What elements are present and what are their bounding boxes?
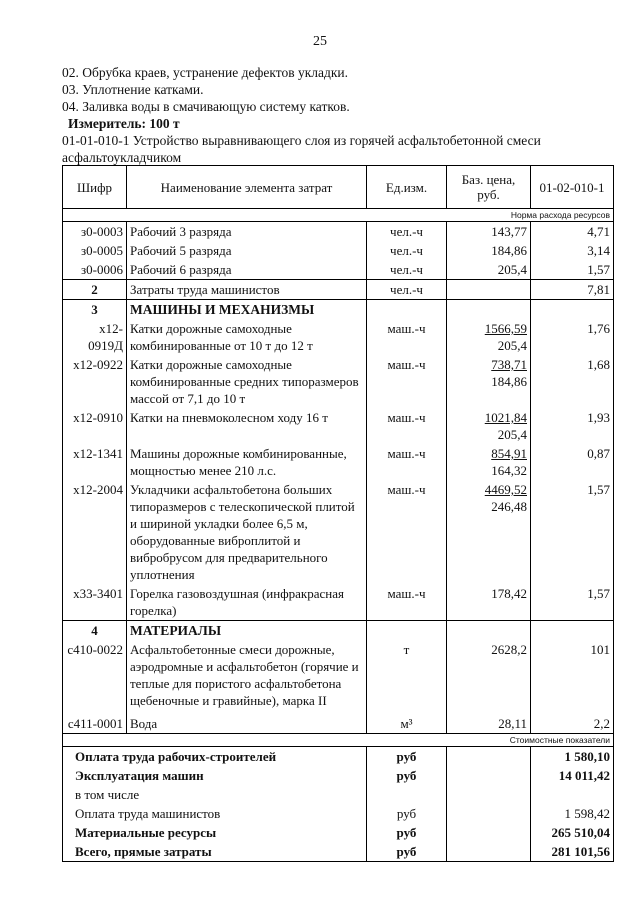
summary-row — [63, 804, 614, 823]
empty-cell — [447, 785, 531, 804]
intro-line: 03. Уплотнение катками. — [62, 82, 204, 97]
table-row — [63, 444, 614, 480]
header-name: Наименование элемента затрат — [127, 166, 367, 209]
table-row — [63, 408, 614, 444]
row-name-line: типоразмеров с телескопической плитой — [130, 499, 355, 514]
empty-cell — [447, 280, 531, 300]
header-price: Баз. цена, руб. — [447, 166, 531, 209]
row-price: 184,86 — [447, 241, 531, 260]
row-name-line: массой от 7,1 до 10 т — [130, 391, 246, 406]
row-name-line: Машины дорожные комбинированные, — [130, 446, 347, 461]
summary-row — [63, 823, 614, 842]
row-name-line: комбинированные средних типоразмеров — [130, 374, 359, 389]
header-code: Шифр — [63, 166, 127, 209]
row-name-line: щебеночные и гравийные), марка II — [130, 693, 327, 708]
table-row — [63, 260, 614, 280]
row-name-line: Укладчики асфальтобетона больших — [130, 482, 333, 497]
section-unit: чел.-ч — [367, 280, 447, 300]
row-name-line: уплотнения — [130, 567, 195, 582]
summary-value: 14 011,42 — [531, 766, 614, 785]
base-price: 1566,59 — [484, 321, 527, 336]
intro-text — [62, 64, 622, 166]
intro-line: 02. Обрубка краев, устранение дефектов укладки. — [62, 65, 349, 80]
row-price — [447, 319, 531, 355]
row-norm: 4,71 — [531, 222, 614, 242]
row-price — [447, 480, 531, 584]
table-row — [63, 222, 614, 242]
empty-cell — [447, 842, 531, 862]
summary-value: 265 510,04 — [531, 823, 614, 842]
row-code: с410-0022 — [63, 640, 127, 710]
row-code: х12-0910 — [63, 408, 127, 444]
row-name — [127, 355, 367, 408]
operator-price: 184,86 — [491, 374, 527, 389]
row-name: Рабочий 6 разряда — [127, 260, 367, 280]
empty-cell — [447, 766, 531, 785]
measure-unit: Измеритель: 100 т — [68, 116, 180, 131]
table-header — [63, 166, 614, 209]
row-price: 2628,2 — [447, 640, 531, 710]
empty-cell — [531, 621, 614, 641]
empty-cell — [367, 621, 447, 641]
summary-value: 1 598,42 — [531, 804, 614, 823]
row-norm: 3,14 — [531, 241, 614, 260]
row-name: Рабочий 3 разряда — [127, 222, 367, 242]
row-price: 143,77 — [447, 222, 531, 242]
row-norm: 1,76 — [531, 319, 614, 355]
summary-value: 1 580,10 — [531, 747, 614, 767]
summary-row — [63, 766, 614, 785]
empty-cell — [531, 300, 614, 320]
section-2-row — [63, 280, 614, 300]
row-price — [447, 444, 531, 480]
section-4-row — [63, 621, 614, 641]
summary-row — [63, 785, 614, 804]
row-norm: 1,57 — [531, 260, 614, 280]
row-code: з0-0003 — [63, 222, 127, 242]
norms-label-row — [63, 209, 614, 222]
row-code: х12-2004 — [63, 480, 127, 584]
summary-name: Оплата труда машинистов — [63, 804, 367, 823]
norms-label: Норма расхода ресурсов — [63, 209, 614, 222]
row-name-line: Катки дорожные самоходные — [130, 357, 292, 372]
row-name-line: теплые для пористого асфальтобетона — [130, 676, 342, 691]
cost-label-row — [63, 734, 614, 747]
row-price: 178,42 — [447, 584, 531, 621]
work-title-line: 01-01-010-1 Устройство выравнивающего слоя из горячей асфальтобетонной смеси — [62, 133, 541, 148]
table-row — [63, 584, 614, 621]
row-unit: маш.-ч — [367, 444, 447, 480]
row-name — [127, 480, 367, 584]
row-name-line: Катки на пневмоколесном ходу 16 т — [130, 410, 328, 425]
table-row — [63, 355, 614, 408]
summary-name: Эксплуатация машин — [63, 766, 367, 785]
row-code: с411-0001 — [63, 710, 127, 734]
table-row — [63, 241, 614, 260]
summary-value: 281 101,56 — [531, 842, 614, 862]
summary-row — [63, 842, 614, 862]
empty-cell — [447, 804, 531, 823]
summary-unit: руб — [367, 766, 447, 785]
row-name-line: аэродромные и асфальтобетон (горячие и — [130, 659, 359, 674]
row-code: х12-1341 — [63, 444, 127, 480]
row-name: Рабочий 5 разряда — [127, 241, 367, 260]
base-price: 854,91 — [491, 446, 527, 461]
summary-name: в том числе — [63, 785, 367, 804]
row-code: х33-3401 — [63, 584, 127, 621]
row-unit: т — [367, 640, 447, 710]
table-row — [63, 640, 614, 710]
row-unit: чел.-ч — [367, 260, 447, 280]
section-3-row — [63, 300, 614, 320]
row-norm: 1,93 — [531, 408, 614, 444]
row-unit: чел.-ч — [367, 222, 447, 242]
row-code: з0-0005 — [63, 241, 127, 260]
base-price: 4469,52 — [484, 482, 527, 497]
row-name — [127, 408, 367, 444]
row-norm: 0,87 — [531, 444, 614, 480]
table-row — [63, 319, 614, 355]
summary-unit: руб — [367, 842, 447, 862]
work-title-line: асфальтоукладчиком — [62, 150, 182, 165]
summary-value — [531, 785, 614, 804]
row-name-line: горелка) — [130, 603, 177, 618]
summary-name: Материальные ресурсы — [63, 823, 367, 842]
row-price — [447, 408, 531, 444]
summary-unit: руб — [367, 804, 447, 823]
row-unit: маш.-ч — [367, 408, 447, 444]
summary-unit: руб — [367, 823, 447, 842]
base-price: 738,71 — [491, 357, 527, 372]
base-price: 1021,84 — [484, 410, 527, 425]
row-norm: 2,2 — [531, 710, 614, 734]
row-unit: маш.-ч — [367, 319, 447, 355]
row-code: х12-0919Д — [63, 319, 127, 355]
row-price — [447, 355, 531, 408]
row-unit: маш.-ч — [367, 355, 447, 408]
summary-row — [63, 747, 614, 767]
operator-price: 205,4 — [497, 427, 527, 442]
row-norm: 1,57 — [531, 480, 614, 584]
operator-price: 164,32 — [491, 463, 527, 478]
header-unit: Ед.изм. — [367, 166, 447, 209]
row-name-line: Катки дорожные самоходные — [130, 321, 292, 336]
row-norm: 1,57 — [531, 584, 614, 621]
row-norm: 101 — [531, 640, 614, 710]
row-name-line: оборудованные виброплитой и — [130, 533, 301, 548]
summary-name: Всего, прямые затраты — [63, 842, 367, 862]
empty-cell — [447, 300, 531, 320]
section-norm: 7,81 — [531, 280, 614, 300]
empty-cell — [447, 621, 531, 641]
summary-unit: руб — [367, 747, 447, 767]
header-norm: 01-02-010-1 — [531, 166, 614, 209]
section-number: 2 — [63, 280, 127, 300]
row-name-line: мощностью менее 210 л.с. — [130, 463, 277, 478]
row-name — [127, 444, 367, 480]
row-name-line: комбинированные от 10 т до 12 т — [130, 338, 313, 353]
row-name — [127, 319, 367, 355]
empty-cell — [367, 300, 447, 320]
section-number: 4 — [63, 621, 127, 641]
row-price: 28,11 — [447, 710, 531, 734]
section-number: 3 — [63, 300, 127, 320]
row-name-line: Асфальтобетонные смеси дорожные, — [130, 642, 335, 657]
row-name — [127, 584, 367, 621]
intro-line: 04. Заливка воды в смачивающую систему катков. — [62, 99, 350, 114]
table-row — [63, 710, 614, 734]
row-unit: маш.-ч — [367, 584, 447, 621]
operator-price: 205,4 — [497, 338, 527, 353]
row-name-line: Горелка газовоздушная (инфракрасная — [130, 586, 344, 601]
summary-name: Оплата труда рабочих-строителей — [63, 747, 367, 767]
row-name-line: вибробрусом для предварительного — [130, 550, 328, 565]
summary-unit — [367, 785, 447, 804]
row-unit: маш.-ч — [367, 480, 447, 584]
row-code: х12-0922 — [63, 355, 127, 408]
row-code: з0-0006 — [63, 260, 127, 280]
resource-table — [62, 165, 613, 862]
row-unit: м³ — [367, 710, 447, 734]
cost-label: Стоимостные показатели — [63, 734, 614, 747]
row-price: 205,4 — [447, 260, 531, 280]
empty-cell — [447, 823, 531, 842]
empty-cell — [447, 747, 531, 767]
row-unit: чел.-ч — [367, 241, 447, 260]
section-name: МАШИНЫ И МЕХАНИЗМЫ — [127, 300, 367, 320]
operator-price: 246,48 — [491, 499, 527, 514]
page-number: 25 — [313, 34, 327, 49]
section-name: Затраты труда машинистов — [127, 280, 367, 300]
row-name: Вода — [127, 710, 367, 734]
row-name-line: и шириной укладки более 6,5 м, — [130, 516, 308, 531]
table-row — [63, 480, 614, 584]
section-name: МАТЕРИАЛЫ — [127, 621, 367, 641]
row-name — [127, 640, 367, 710]
row-norm: 1,68 — [531, 355, 614, 408]
